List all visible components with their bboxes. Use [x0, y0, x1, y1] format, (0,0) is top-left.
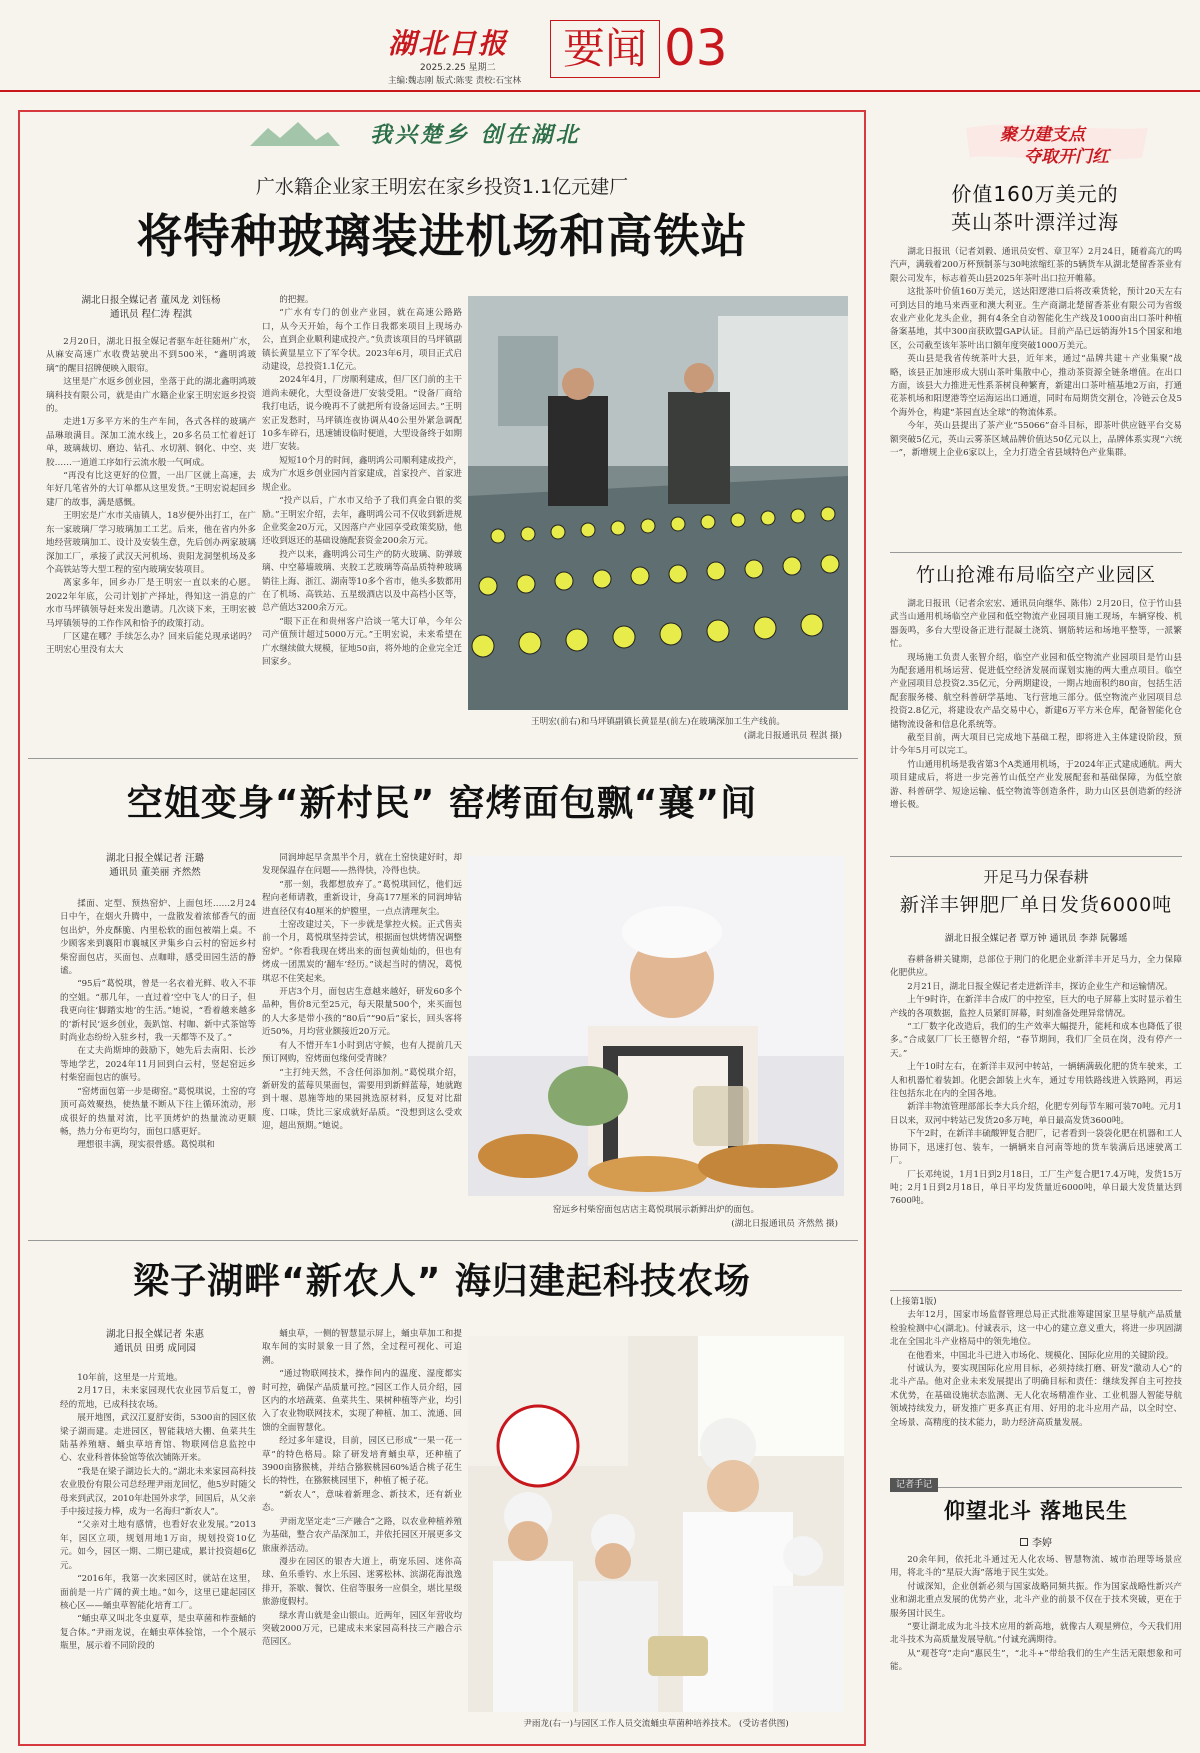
sidebar-story3-body: [890, 954, 1182, 1284]
article3-credit: (受访者供图): [739, 1719, 789, 1729]
sidebar-story3-para: 新洋丰物流管理部部长李大兵介绍，化肥专列每节车厢可装70吨。元月1日以来，双河中转站已发货20多万吨，单日最高发货3600吨。: [890, 1102, 1182, 1126]
article3-para: “2016年，我第一次来园区时，就站在这里，面前是一片广阔的黄土地。”如今，这里已建起园区核心区——蛹虫草智能化培育工厂。: [60, 1574, 256, 1611]
article1-para: “广水有专门的创业产业园，就在高速公路路口，从今天开始，每个工作日我都来项目上现场办公，直到企业顺利建成投产。”负责该项目的马坪镇副镇长黄显星立下了军令状。2023年6月，项目正式启动建设，总投资1.1亿元。: [262, 308, 462, 373]
article1-caption-text: 王明宏(前右)和马坪镇副镇长黄显星(前左)在玻璃深加工生产线前。: [530, 717, 786, 727]
notes-tag-label: 记者手记: [890, 1478, 938, 1492]
slogan-line1: 聚力建支点: [1000, 125, 1085, 145]
banner: [260, 110, 660, 152]
article1-credit: (湖北日报通讯员 程淇 摄): [743, 731, 842, 741]
article3-para: “蛹虫草又叫北冬虫夏草，是虫草菌和柞蚕蛹的复合体。”尹雨龙说，在蛹虫草体验馆，一个个展示瓶里，展示着不同阶段的: [60, 1614, 256, 1652]
sidebar-story2-body: [890, 598, 1182, 878]
newspaper-logo: 湖北日报: [388, 27, 509, 60]
article2-title: 空姐变身“新村民” 窑烤面包飘“襄”间: [126, 783, 758, 824]
article3-para: 展开地图，武汉江夏舒安街，5300亩的园区依梁子湖而建。走进园区，智能栽培大棚、鱼菜共生陆基养殖塘、蛹虫草培育馆、物联网信息监控中心、农业科普体验馆等依次铺陈开来。: [60, 1413, 256, 1464]
sidebar-story4-para: 在他看来，中国北斗已进入市场化、规模化、国际化应用的关键阶段。: [907, 1350, 1174, 1361]
article1-para: 投产以来，鑫明鸿公司生产的防火玻璃、防弹玻璃、中空幕墙玻璃、夹胶工艺玻璃等高品质特种玻璃销往上海、浙江、湖南等10多个省市，他头多数都用在了机场、高铁站、五星级酒店以及中高档小区等，总产值达3200余万元。: [262, 549, 462, 614]
article2-byline: [60, 852, 250, 880]
article3-para: “我是在梁子湖边长大的。”湖北未来家园高科技农业股份有限公司总经理尹雨龙回忆，他5岁时随父母来到武汉，2010年赴国外求学，回国后，从父亲手中接过接力棒，成为一名海归“新农人”。: [60, 1466, 256, 1518]
article2-para: 在丈夫尚斯坤的鼓励下，她先后去南阳、长沙等地学艺，2024年11月回到白云村，竖起窑远乡村柴窑面包店的旗号。: [60, 1046, 256, 1084]
article1-col2: [262, 294, 462, 750]
sidebar-story1-body: [890, 246, 1182, 546]
article1-caption: [468, 716, 848, 729]
article2-para: 同润坤起早贪黑半个月，就在土窑快建好时，却发现保温存在问题——热得快，冷得也快。: [262, 853, 462, 877]
article1-para: “投产以后，广水市又给予了我们真金白银的奖励。”王明宏介绍，去年，鑫明鸿公司不仅收到新进规企业奖金20万元，又因落户产业园享受政策奖励，他还收到返还的基础设施配套资金200余万元。: [262, 496, 462, 547]
article3-byline: [60, 1328, 250, 1356]
sidebar-story3-para: 下午2时，在新洋丰硫酸钾复合肥厂，记者看到一袋袋化肥在机器和工人协同下，迅速打包、装车，一辆辆来自河南等地的货车装满后迅速驶离工厂。: [890, 1129, 1182, 1167]
article3-col2: [262, 1328, 462, 1738]
article1-para: 短短10个月的时间，鑫明鸿公司顺利建成投产，成为广水返乡创业园内首家建成，首家投产、首家进规企业。: [262, 455, 462, 493]
article3-para: 蛹虫草，一侧的智慧显示屏上，蛹虫草加工和提取车间的实时景象一目了然，全过程可视化、可追溯。: [262, 1329, 462, 1366]
article3-byline-reporters: 湖北日报全媒记者 朱惠: [105, 1329, 205, 1340]
article2-para: 有人不惜开车1小时到店守候，也有人提前几天预订网购，窑烤面包缘何受青睐？: [262, 1040, 462, 1065]
article1-kicker: 广水籍企业家王明宏在家乡投资1.1亿元建厂: [255, 176, 629, 198]
sidebar-story3-para: 2月21日，湖北日报全媒记者走进新洋丰，探访企业生产和运输情况。: [907, 981, 1173, 992]
sidebar-story2-para: 现场施工负责人张智介绍，临空产业园和低空物流产业园项目是竹山县为配套通用机场运营、促进低空经济发展而谋划实施的两大重点项目。临空产业园项目总投资2.35亿元，分两期建设，一期占地面积约80亩，包括生活配套服务楼、航空科普研学基地、飞行营地三部分。低空物流产业园项目总投资2.8亿元，将建设农产品交易中心，新建6万平方米仓库，配备智能化仓储物流设备和信息化系统等。: [890, 652, 1182, 730]
issue-date: 2025.2.25 星期二: [420, 63, 496, 73]
article1-para: “眼下正在和贵州客户洽谈一笔大订单，今年公司产值预计超过5000万元。”王明宏说，未来希望在广水继续做大规模，征地50亩，将外地的企业完全迁回家乡。: [262, 616, 462, 667]
article3-photo: [468, 1336, 844, 1712]
continued-label: (上接第1版): [890, 1297, 937, 1307]
sidebar-divider: [890, 552, 1182, 553]
article3-para: 经过多年建设，目前，园区已形成“一果一花一草”的特色格局。除了研发培育蛹虫草，还种植了3900亩猕猴桃，并结合猕猴桃园60%适合桃子花生长的特性，在猕猴桃园里下，种植了栀子花。: [262, 1436, 462, 1487]
article2-para: 开店3个月，面包店生意越来越好，研发60多个品种，售价8元至25元，每天限量500个，来买面包的人大多是带小孩的“80后”“90后”家长，回头客将近50%，月均营业额接近20万元。: [262, 987, 462, 1038]
article2-para: “那一刻，我都想放弃了。”葛悦琪回忆，他们远程向老师请教，重新设计，身高177厘米的同润坤钻进直径仅有40厘米的炉膛里，一点点清理灰尘。: [262, 879, 462, 917]
sidebar-story2-para: 截至目前，两大项目已完成地下基础工程，即将进入主体建设阶段，预计今年5月可以完工。: [890, 733, 1182, 757]
article2-photo: [468, 856, 844, 1196]
sidebar-story1-title: [890, 180, 1180, 236]
sidebar-story3-para: “工厂数字化改造后，我们的生产效率大幅提升，能耗和成本也降低了很多。”合成氨厂厂长王德智介绍，“春节期间，我们厂全员在岗，没有停产一天。”: [890, 1022, 1182, 1059]
sidebar-story3-title: 新洋丰钾肥厂单日发货6000吨: [899, 894, 1173, 916]
article3-title: 梁子湖畔“新农人” 海归建起科技农场: [133, 1261, 751, 1302]
sidebar-story3-para: 上午9时许，在新洋丰合成厂的中控室，巨大的电子屏幕上实时显示着生产线的各项数据，监控人员紧盯屏幕，时刻准备处理异常情况。: [890, 995, 1182, 1019]
notes-para: “要让湖北成为北斗技术应用的新高地，就像古人观星辨位，今天我们用北斗技术为高质量发展导航。”付诚充满期待。: [890, 1622, 1182, 1646]
sidebar-story2-para: 湖北日报讯（记者余宏宏、通讯员向继华、陈伟）2月20日，位于竹山县武当山通用机场临空产业园和低空物流产业园项目施工现场，车辆穿梭、机器轰鸣，多台大型设备正进行混凝土浇筑、钢筋转运和场地平整等，一派繁忙。: [890, 599, 1182, 650]
sidebar-story3-para: 春耕备耕关键期，总部位于荆门的化肥企业新洋丰开足马力，全力保障化肥供应。: [890, 955, 1182, 979]
article1-byline: [46, 294, 256, 322]
article3-para: 绿水青山就是金山银山。近两年，园区年营收均突破2000万元，已建成未来家园高科技三产融合示范园区。: [262, 1610, 462, 1648]
article2-credit: (湖北日报通讯员 齐然然 摄): [731, 1219, 838, 1229]
article3-byline-correspondents: 通讯员 田勇 成同园: [113, 1343, 197, 1354]
article3-para: 尹雨龙坚定走“三产融合”之路，以农业种植养殖为基础，整合农产品深加工，并依托园区开展更多文旅康养活动。: [262, 1516, 462, 1554]
sidebar-story4-para: 去年12月，国家市场监督管理总局正式批准筹建国家卫星导航产品质量检验检测中心(湖北)。付诚表示，这一中心的建立意义重大，将进一步巩固湖北在全国北斗产业格局中的领先地位。: [890, 1310, 1182, 1348]
sidebar-story3-para: 上午10时左右，在新洋丰双河中转站，一辆辆满载化肥的货车驶来，工人和机器忙着装卸。化肥会卸装上火车，通过专用铁路线进入铁路网，再运往包括东北在内的全国各地。: [890, 1062, 1182, 1100]
article3-col1: [60, 1372, 256, 1738]
sidebar-story3-byline: 湖北日报全媒记者 覃万钟 通讯员 李莽 阮馨瑶: [944, 934, 1128, 944]
article2-para: 理想很丰满，现实很骨感。葛悦琪和: [77, 1140, 215, 1151]
article1-para: “再没有比这更好的位置，一出厂区就上高速，去年好几笔省外的大订单都从这里发货。”王明宏说起回乡建厂的故事，满是感慨。: [46, 471, 256, 508]
masthead-rule: [0, 90, 1200, 92]
slogan-line2: 夺取开门红: [1024, 147, 1109, 167]
section-title: 要闻: [550, 20, 660, 78]
article1-para: 这里是广水返乡创业园，坐落于此的湖北鑫明鸿玻璃科技有限公司，就是由广水籍企业家王明宏返乡投资的。: [46, 377, 256, 415]
editor-line: 主编:魏志刚 版式:陈雯 责校:石宝林: [388, 76, 521, 86]
article2-col1: [60, 898, 256, 1232]
article2-para: “95后”葛悦琪，曾是一名衣着光鲜、收入不菲的空姐。“那几年，一直过着‘空中飞人’的日子，但我更向往‘脚踏实地’的生活。”她说，“看着越来越多的‘新村民’返乡创业，轰趴馆、村咖、新中式茶馆等时尚业态纷纷入驻乡村，我一天都等不及了。”: [60, 979, 256, 1044]
sidebar-story4-para: 付诚认为，要实现国际化应用目标，必须持续打磨、研发“激动人心”的北斗产品。他对企业未来发展提出了明确目标和责任：继续发挥自主可控技术优势，在基础设施状态监测、无人化农场精准作业、工业机器人智能导航领域持续发力，研发推广更多真正有用、好用的北斗应用产品，以全时空、全场景、高精度的技术能力，助力经济高质量发展。: [890, 1364, 1182, 1428]
masthead: [0, 0, 1200, 100]
article2-byline-correspondents: 通讯员 董美丽 齐然然: [109, 867, 201, 878]
sidebar-story4-body: [890, 1296, 1182, 1456]
article3-para: 2月17日，未来家园现代农业园节后复工，曾经的荒地，已成科技农场。: [60, 1386, 256, 1410]
mountain-icon: [250, 118, 340, 152]
article3-caption: [468, 1718, 844, 1731]
sidebar-story1-title-line2: 英山茶叶漂洋过海: [951, 210, 1119, 234]
section-divider: [28, 758, 858, 759]
article3-para: “新农人”，意味着新理念、新技术，还有新业态。: [262, 1489, 462, 1514]
sidebar-story2-para: 竹山通用机场是我省第3个A类通用机场，于2024年正式建成通航。两大项目建成后，将进一步完善竹山低空产业发展配套和基础保障，为低空旅游、科普研学、短途运输、低空物流等创造条件，助力山区县创造新的经济增长极。: [890, 759, 1182, 811]
sidebar-story1-para: 英山县是我省传统茶叶大县，近年来，通过“品牌共建＋产业集聚”战略，该县正加速形成大别山茶叶集散中心，推动茶资源全链条增值。在出口方面，该县大力推进无性系茶树良种繁育，新建出口茶叶植基地2万亩，打通花茶机场和阳逻港等空运海运出口通道，同时布局期货交割仓，冷链云仓及5个海外仓，构建“茶园直达全球”的物流体系。: [890, 354, 1182, 418]
sidebar-story3-para: 厂长邓纯说，1月1日到2月18日，工厂生产复合肥17.4万吨，发货15万吨；2月1日到2月18日，单日平均发货量近6000吨，单日最大发货量达到7600吨。: [890, 1169, 1182, 1207]
notes-para: 20余年间，依托北斗通过无人化农场、智慧物流、城市治理等场景应用，将北斗的“星辰大海”落地于民生实处。: [890, 1555, 1182, 1579]
section-divider: [28, 1240, 858, 1241]
page-number: 03: [664, 19, 728, 77]
sidebar-story1-para: 湖北日报讯（记者刘毅、通讯员安哲、章卫军）2月24日，随着高亢的鸣汽声，满载着200万杯预制茶与30吨浓缩红茶的5辆货车从湖北楚留香茶业有限公司发车，标志着英山县2025年茶叶出口拉开帷幕。: [890, 247, 1182, 284]
article2-para: 土窑改建过关，下一步就是掌控火候。正式售卖前一个月，葛悦琪坚持尝试，根据面包烘烤情况调整窑炉。“你看我现在烤出来的面包黄灿灿的，但也有烤成一团黑炭的‘翻车’经历。”谈起当时的情况，葛悦琪忍不住笑起来。: [262, 920, 462, 984]
sidebar-story3-kicker: 开足马力保春耕: [983, 868, 1089, 886]
article1-para: 王明宏是广水市关庙镇人，18岁便外出打工，在广东一家玻璃厂学习玻璃加工工艺。后来，他在省内外多地经营玻璃加工、设计及安装生意，先后创办两家玻璃深加工厂，承接了武汉天河机场、贵阳龙洞堡机场及多个高铁站等大型工程的室内玻璃安装项目。: [46, 511, 256, 575]
article1-byline-correspondents: 通讯员 程仁涛 程淇: [109, 309, 193, 320]
article1-para: 离家多年，回乡办厂是王明宏一直以来的心愿。2022年年底，公司计划扩产择址，得知这一消息的广水市马坪镇领导赶来发出邀请。几次谈下来，王明宏被马坪镇领导的工作作风和恰予的政策打动。: [46, 578, 256, 629]
article1-para: 厂区建在哪？手续怎么办？回来后能兑现承诺吗？王明宏心里没有太大: [46, 631, 256, 656]
article2-col2: [262, 852, 462, 1232]
article1-col1: [46, 336, 256, 750]
notes-tag: [890, 1472, 1182, 1488]
article2-caption: 窑远乡村柴窑面包店店主葛悦琪展示新鲜出炉的面包。: [552, 1205, 760, 1215]
sidebar-story2-title: 竹山抢滩布局临空产业园区: [915, 564, 1156, 586]
article2-para: “主打纯天然，不含任何添加剂。”葛悦琪介绍，新研发的蓝莓贝果面包，需要用到新鲜蓝莓，她就跑到十堰、恩施等地的果园挑选原材料，反复对比甜度、口味，货比三家成就好品质。“没想到这么受欢迎，超出预期。”她说。: [262, 1067, 462, 1132]
notes-author: 李婷: [1032, 1538, 1052, 1549]
article3-para: “通过物联网技术，操作间内的温度、湿度都实时可控，确保产品质量可控。”园区工作人员介绍，园区内的水培蔬菜、鱼菜共生、果树种植等产业，均引入了农业物联网技术，实现了种植、加工、流通、回馈的全面智慧化。: [262, 1369, 462, 1433]
article1-photo: [468, 296, 848, 710]
article1-byline-reporters: 湖北日报全媒记者 董凤龙 刘钰杨: [81, 295, 221, 306]
sidebar-story1-para: 今年，英山县提出了茶产业“55066”奋斗目标，即茶叶供应链平台交易额突破5亿元，英山云雾茶区域品牌价值达50亿元以上，品牌体系实现“六统一”，新增规上企业6家以上，全力打造全省县域特色产业集群。: [890, 421, 1182, 459]
sidebar-divider: [890, 856, 1182, 857]
article3-para: 10年前，这里是一片荒地。: [77, 1373, 183, 1383]
sidebar-divider: [890, 1290, 1182, 1291]
article1-title: 将特种玻璃装进机场和高铁站: [136, 209, 748, 263]
article1-para: 2024年4月，厂房顺利建成，但厂区门前的主干道尚未硬化，大型设备进厂安装受阻。“设备厂商给我打电话，说今晚再不了就把所有设备运回去。”王明宏正发愁时，马坪镇连夜协调从40公里外紧急调配10多车碎石，迅速铺设临时便道，大型设备终于如期进厂安装。: [262, 375, 462, 453]
notes-title: 仰望北斗 落地民生: [943, 1499, 1129, 1523]
article3-para: “父亲对土地有感情，也看好农业发展。”2013年，园区立项，规划用地1万亩，规划投资10亿元。如今，园区一期、二期已建成，累计投资超6亿元。: [60, 1520, 256, 1571]
article1-para: 走进1万多平方米的生产车间，各式各样的玻璃产品琳琅满目。深加工流水线上，20多名员工忙着赶订单，玻璃裁切、磨边、钻孔、水切割、钢化、中空、夹胶……一道道工序如行云流水般一气呵成。: [46, 417, 256, 468]
article2-byline-reporters: 湖北日报全媒记者 汪璐: [105, 853, 205, 864]
article1-para: 2月20日，湖北日报全媒记者驱车赶往随州广水，从麻安高速广水收费站驶出不到500米，“鑫明鸿玻璃”的醒目招牌便映入眼帘。: [46, 337, 256, 374]
author-box-icon: [1020, 1538, 1028, 1546]
sidebar-story1-para: 这批茶叶价值160万美元，送达阳逻港口后将改乘货轮，预计20天左右可到达目的地马来西亚和澳大利亚。生产商湖北楚留香茶业有限公司为省级农业产业化龙头企业，拥有4条全自动智能化生产线及1000亩出口茶叶种植备案基地，其中300亩获欧盟GAP认证。目前产品已远销海外15个国家和地区，公司截至该年茶叶出口额年度突破1000万美元。: [890, 287, 1182, 351]
sidebar-story1-title-line1: 价值160万美元的: [951, 182, 1119, 206]
notes-author-line: [890, 1534, 1182, 1549]
article2-para: “窑烤面包第一步是砌窑。”葛悦琪说，土窑的穹顶可高效聚热，使热量不断从下往上循环流动，形成很好的热量对流，比平顶烤炉的热量流动更顺畅，热力分布更均匀，面包口感更好。: [60, 1086, 256, 1137]
article3-para: 漫步在园区的银杏大道上，萌宠乐园、迷你高球、鱼乐垂钓、水上乐园、迷雾松林、滨湖花海浪逸排开，茶歇、餐饮、住宿等服务一应俱全，堪比星级旅游度假村。: [262, 1556, 462, 1608]
banner-text: 我兴楚乡 创在湖北: [370, 122, 581, 148]
article1-para: 的把握。: [279, 295, 314, 305]
article2-para: 揉面、定型、预热窑炉、上面包坯……2月24日中午，在烟火升腾中，一盘散发着浓郁香气的面包出炉，外皮酥脆、内里松软的面包被端上桌。不少顾客来到襄阳市襄城区尹集乡白云村的窑远乡村柴窑面包店，买面包、点咖啡，感受田园生活的静谧。: [60, 899, 256, 977]
notes-para: 从“观苍穹”走向“惠民生”，“北斗+”带给我们的生产生活无限想象和可能。: [890, 1648, 1182, 1673]
sidebar-slogan: [962, 118, 1152, 167]
notes-para: 付诚深知，企业创新必须与国家战略同频共振。作为国家战略性新兴产业和湖北重点发展的优势产业，北斗产业的前景不仅在于技术突破，更在于服务国计民生。: [890, 1581, 1182, 1619]
notes-body: [890, 1554, 1182, 1744]
article3-caption-text: 尹雨龙(右一)与园区工作人员交流蛹虫草菌种培养技术。: [523, 1719, 737, 1729]
